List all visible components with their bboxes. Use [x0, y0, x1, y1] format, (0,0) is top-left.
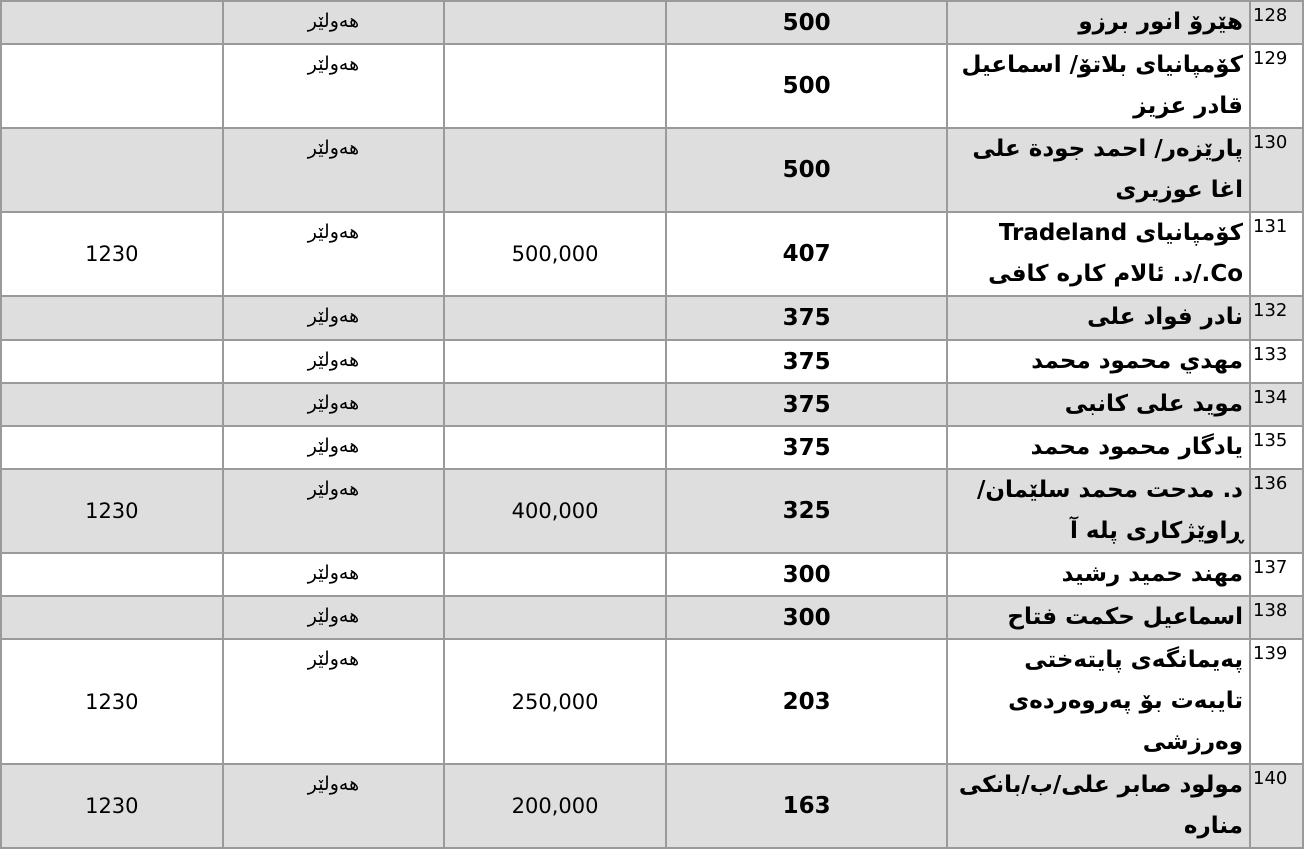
amount-cell	[444, 128, 666, 212]
name-cell: کۆمپانیای Tradeland Co./د. ئالام کاره کافی	[947, 212, 1250, 296]
quantity-cell: 325	[666, 469, 947, 553]
name-cell: هێرۆ انور برزو	[947, 1, 1250, 44]
table-row	[1, 128, 1303, 212]
table-row	[1, 44, 1303, 128]
table-row	[1, 1, 1303, 44]
row-number-cell: 140	[1250, 764, 1303, 848]
quantity-cell: 375	[666, 340, 947, 383]
city-cell: هەولێر	[223, 212, 445, 296]
row-number-cell: 131	[1250, 212, 1303, 296]
name-cell: اسماعیل حکمت فتاح	[947, 596, 1250, 639]
table-row	[1, 764, 1303, 848]
code-cell: 1230	[1, 764, 223, 848]
quantity-cell: 500	[666, 44, 947, 128]
amount-cell	[444, 296, 666, 340]
amount-cell: 500,000	[444, 212, 666, 296]
name-cell: د. مدحت محمد سلێمان/ ڕاوێژکاری پله آ	[947, 469, 1250, 553]
table-row	[1, 296, 1303, 340]
name-cell: مولود صابر علی/ب/بانکی مناره	[947, 764, 1250, 848]
quantity-cell: 203	[666, 639, 947, 764]
name-cell: یادگار محمود محمد	[947, 426, 1250, 469]
code-cell	[1, 44, 223, 128]
quantity-cell: 375	[666, 383, 947, 426]
code-cell	[1, 340, 223, 383]
name-cell: کۆمپانیای بلاتۆ/ اسماعیل قادر عزیز	[947, 44, 1250, 128]
amount-cell: 250,000	[444, 639, 666, 764]
code-cell	[1, 596, 223, 639]
table-row	[1, 553, 1303, 596]
amount-cell	[444, 553, 666, 596]
table-row	[1, 340, 1303, 383]
city-cell: هەولێر	[223, 44, 445, 128]
quantity-cell: 375	[666, 426, 947, 469]
amount-cell	[444, 596, 666, 639]
city-cell: هەولێر	[223, 596, 445, 639]
quantity-cell: 300	[666, 596, 947, 639]
row-number-cell: 129	[1250, 44, 1303, 128]
table-row	[1, 469, 1303, 553]
amount-cell	[444, 383, 666, 426]
name-cell: مهند حمید رشید	[947, 553, 1250, 596]
code-cell: 1230	[1, 639, 223, 764]
quantity-cell: 407	[666, 212, 947, 296]
row-number-cell: 136	[1250, 469, 1303, 553]
city-cell: هەولێر	[223, 383, 445, 426]
row-number-cell: 128	[1250, 1, 1303, 44]
quantity-cell: 375	[666, 296, 947, 340]
city-cell: هەولێر	[223, 296, 445, 340]
name-cell: موید علی کانبی	[947, 383, 1250, 426]
amount-cell: 200,000	[444, 764, 666, 848]
name-cell: پەیمانگەی پایتەختی تایبەت بۆ پەروەردەی وەرزشی	[947, 639, 1250, 764]
quantity-cell: 163	[666, 764, 947, 848]
city-cell: هەولێر	[223, 128, 445, 212]
row-number-cell: 134	[1250, 383, 1303, 426]
table-row	[1, 426, 1303, 469]
row-number-cell: 138	[1250, 596, 1303, 639]
quantity-cell: 500	[666, 128, 947, 212]
row-number-cell: 133	[1250, 340, 1303, 383]
code-cell	[1, 1, 223, 44]
code-cell	[1, 426, 223, 469]
city-cell: هەولێر	[223, 469, 445, 553]
table-row	[1, 639, 1303, 764]
table-row	[1, 596, 1303, 639]
amount-cell: 400,000	[444, 469, 666, 553]
amount-cell	[444, 1, 666, 44]
city-cell: هەولێر	[223, 639, 445, 764]
code-cell	[1, 553, 223, 596]
name-cell: مهدي محمود محمد	[947, 340, 1250, 383]
table-row	[1, 212, 1303, 296]
name-cell: نادر فواد علی	[947, 296, 1250, 340]
city-cell: هەولێر	[223, 340, 445, 383]
city-cell: هەولێر	[223, 764, 445, 848]
city-cell: هەولێر	[223, 553, 445, 596]
name-cell: پارێزەر/ احمد جودة علی اغا عوزیری	[947, 128, 1250, 212]
row-number-cell: 135	[1250, 426, 1303, 469]
row-number-cell: 130	[1250, 128, 1303, 212]
city-cell: هەولێر	[223, 1, 445, 44]
code-cell: 1230	[1, 212, 223, 296]
amount-cell	[444, 426, 666, 469]
row-number-cell: 139	[1250, 639, 1303, 764]
amount-cell	[444, 44, 666, 128]
row-number-cell: 132	[1250, 296, 1303, 340]
code-cell: 1230	[1, 469, 223, 553]
row-number-cell: 137	[1250, 553, 1303, 596]
quantity-cell: 500	[666, 1, 947, 44]
code-cell	[1, 383, 223, 426]
quantity-cell: 300	[666, 553, 947, 596]
city-cell: هەولێر	[223, 426, 445, 469]
code-cell	[1, 296, 223, 340]
amount-cell	[444, 340, 666, 383]
table-row	[1, 383, 1303, 426]
code-cell	[1, 128, 223, 212]
